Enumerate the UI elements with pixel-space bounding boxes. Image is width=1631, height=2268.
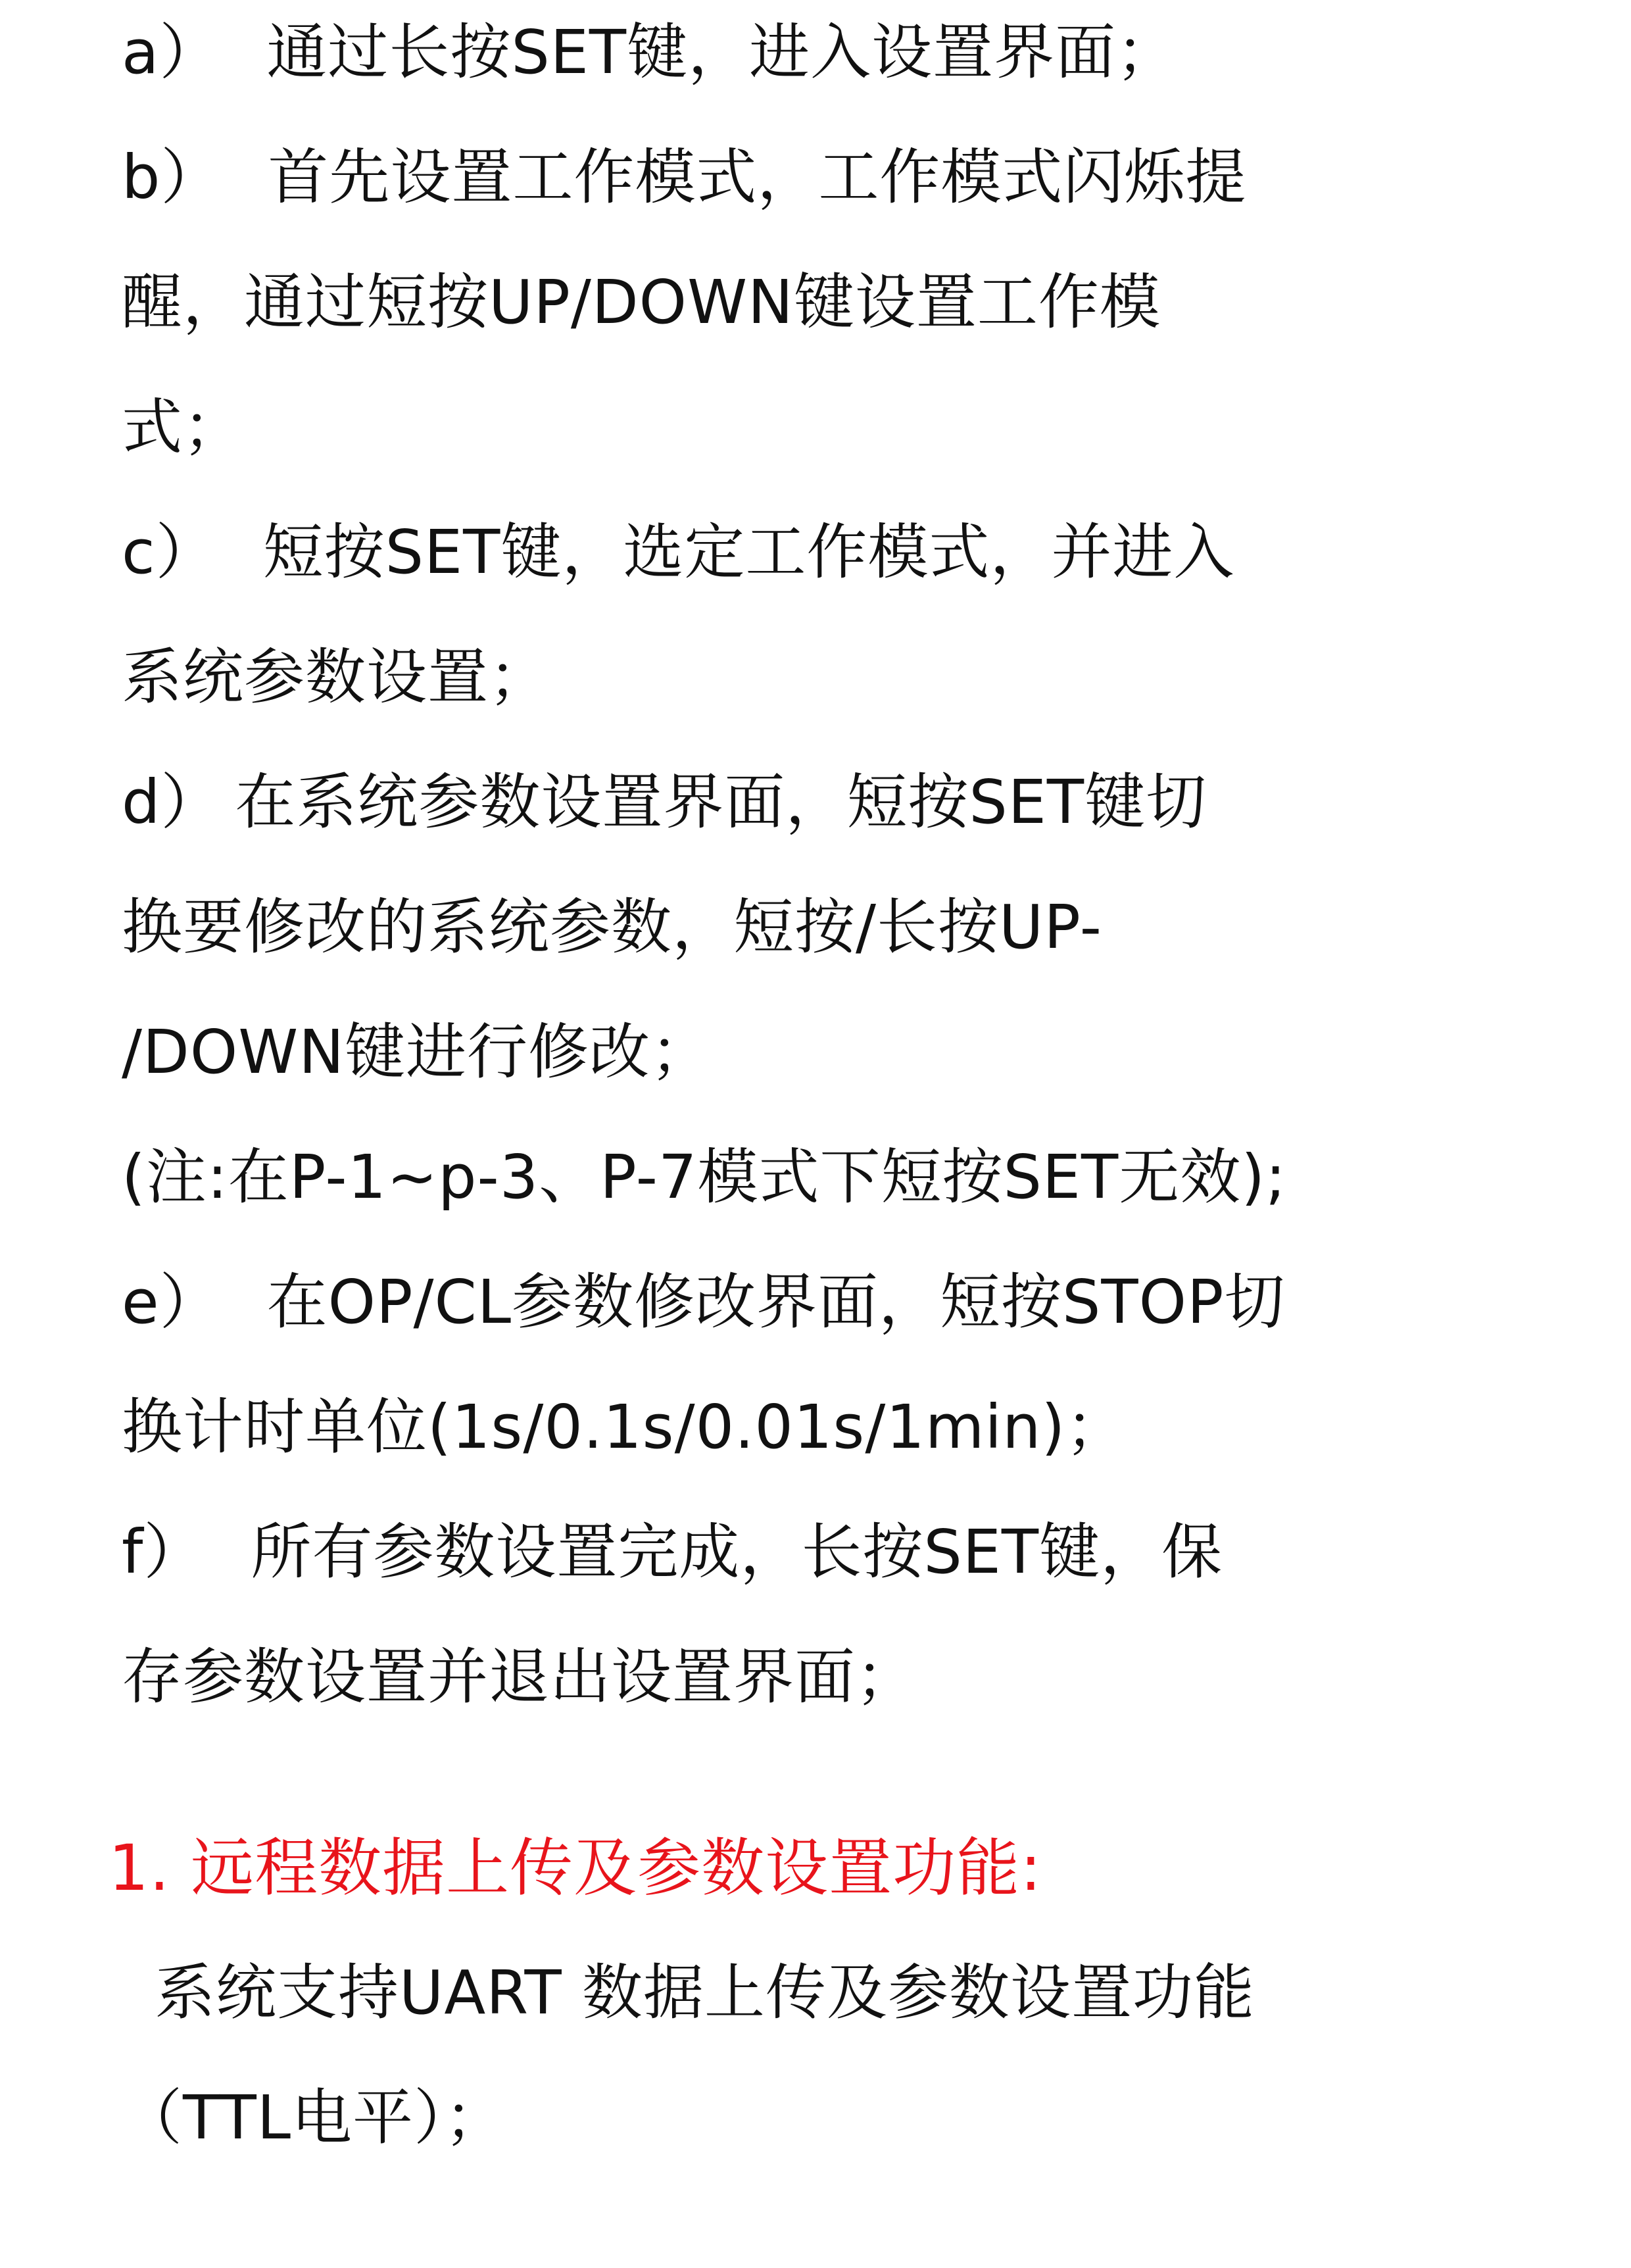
item-b-text-1: 首先设置工作模式，工作模式闪烁提 (268, 142, 1247, 212)
item-b-line-2: 醒，通过短按UP/DOWN键设置工作模 (122, 267, 1161, 337)
item-e-line-2: 换计时单位(1s/0.1s/0.01s/1min)； (122, 1392, 1127, 1462)
item-d-line-2: 换要修改的系统参数，短按/长按UP- (122, 892, 1102, 962)
item-d-note: (注:在P-1~p-3、P-7模式下短按SET无效); (122, 1142, 1287, 1212)
item-d-line-3: /DOWN键进行修改； (122, 1017, 712, 1087)
section-heading: 1. 远程数据上传及参数设置功能: (109, 1831, 1042, 1905)
item-c-text-1: 短按SET键，选定工作模式，并进入 (262, 517, 1235, 587)
item-c-line-1 (122, 513, 1234, 592)
section-line-2: （TTL电平）； (122, 2083, 506, 2153)
item-a-marker: a） (122, 17, 221, 87)
item-f-marker: f） (122, 1517, 205, 1587)
item-c-marker: c） (122, 517, 217, 587)
item-d-line-1 (122, 763, 1207, 842)
item-c-line-2: 系统参数设置； (122, 642, 550, 712)
item-a-line-1 (122, 13, 1177, 92)
item-a-text: 通过长按SET键，进入设置界面； (266, 17, 1178, 87)
item-f-text-1: 所有参数设置完成，长按SET键，保 (251, 1517, 1223, 1587)
item-e-marker: e） (122, 1267, 221, 1337)
item-f-line-2: 存参数设置并退出设置界面； (122, 1642, 917, 1712)
item-d-text-1: 在系统参数设置界面，短按SET键切 (235, 767, 1207, 837)
item-b-line-1 (122, 138, 1246, 217)
item-e-text-1: 在OP/CL参数修改界面，短按STOP切 (266, 1267, 1286, 1337)
item-f-line-1 (122, 1513, 1223, 1592)
item-b-marker: b） (122, 142, 222, 212)
item-e-line-1 (122, 1263, 1285, 1342)
item-d-marker: d） (122, 767, 222, 837)
section-line-1: 系统支持UART 数据上传及参数设置功能 (155, 1958, 1255, 2028)
item-b-line-3: 式； (122, 392, 245, 462)
